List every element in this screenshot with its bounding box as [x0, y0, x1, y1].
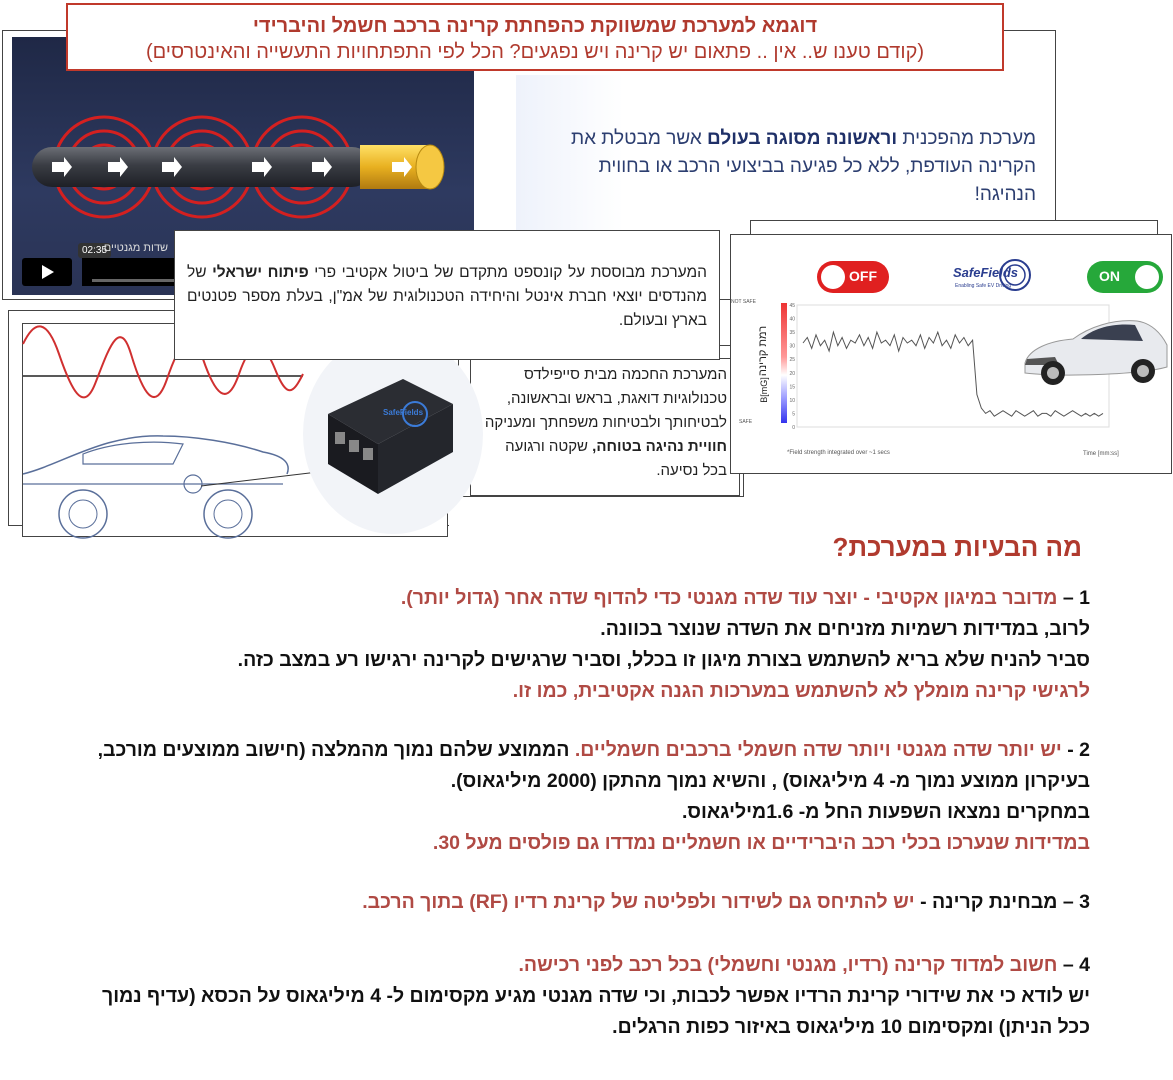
issue-4 — [70, 950, 1090, 1043]
slide-safety-text: המערכת החכמה מבית סייפילדס טכנולוגיות דואגת, בראש ובראשונה, לבטיחותך ולבטיחות משפחתך ומעניקה חוויית נהיגה בטוחה, שקטה ורגועה בכל נסיעה. — [484, 366, 727, 479]
chart-footnote: *Field strength integrated over ~1 secs — [787, 450, 890, 456]
issue-4-title: 4 – חשוב למדוד קרינה (רדיו, מגנטי וחשמלי) בכל רכב לפני רכישה. — [518, 954, 1090, 976]
issue-3-title: 3 – מבחינת קרינה - יש להתיחס גם לשידור ולפליטה של קרינת רדיו (RF) בתוך הרכב. — [362, 891, 1090, 913]
banner-title: דוגמא למערכת שמשווקת כהפחתת קרינה ברכב חשמל והיברידי — [252, 15, 818, 37]
slide-intro-text: מערכת מהפכנית וראשונה מסוגה בעולם אשר מבטלת את הקרינה העודפת, ללא כל פגיעה בביצועי הרכב או בחווית הנהיגה! — [570, 128, 1036, 205]
brand-name: SafeFields — [953, 265, 1019, 280]
y-tick-label: 0 — [792, 425, 795, 431]
play-button[interactable] — [22, 258, 72, 286]
off-label: OFF — [849, 268, 877, 284]
issue-1-line4: לרגישי קרינה מומלץ לא להשתמש במערכות הגנה אקטיבית, כמו זו. — [512, 680, 1090, 702]
car-photo — [1019, 305, 1169, 395]
issue-1-line2: לרוב, במדידות רשמיות מזניחים את השדה שנוצר בכוונה. — [600, 618, 1090, 640]
slide-safety — [470, 358, 740, 496]
issue-2-line3: במחקרים נמצאו השפעות החל מ- 1.6מיליגאוס. — [681, 801, 1090, 823]
video-caption: שדות מגנטיים. — [100, 242, 168, 254]
issue-2-line4: במדידות שנערכו בכלי רכב היברידיים או חשמליים נמדדו גם פולסים מעל 30. — [432, 832, 1090, 854]
issue-2-title: 2 - יש יותר שדה מגנטי ויותר שדה חשמלי ברכבים חשמליים. הממוצע שלהם נמוך מהמלצה (חישוב ממוצעים מורכב, בעיקרון ממוצע נמוך מ- 4 מיליגאוס) , והשיא נמוך מהתקן (2000 מיליגאוס). — [97, 739, 1090, 792]
y-tick-label: 20 — [789, 370, 795, 377]
issue-1-line3: סביר להניח שלא בריא להשתמש בצורת מיגון זו בכלל, וסביר שרגישים לקרינה ירגישו רע במצב כזה. — [237, 649, 1090, 671]
video-timestamp: 02:35 — [78, 243, 111, 258]
y-tick-label: 40 — [789, 316, 795, 323]
issue-4-line2: יש לודא כי את שידורי קרינת הרדיו אפשר לכבות, וכי שדה מגנטי מגיע מקסימום ל- 4 מיליגאוס על הכסא (עדיף נמוך ככל הניתן) ומקסימום 10 מיליגאוס באיזור כפות הרגלים. — [101, 985, 1090, 1038]
play-icon — [22, 258, 72, 286]
issue-3 — [70, 887, 1090, 918]
issues-heading: מה הבעיות במערכת? — [832, 532, 1082, 562]
y-axis-label: רמת קרינה — [757, 325, 769, 377]
safe-label: SAFE — [739, 419, 753, 425]
slide-intro-text-panel — [516, 75, 1054, 235]
x-axis-label: Time [mm:ss] — [1083, 451, 1119, 457]
issue-2 — [70, 735, 1090, 859]
title-banner — [66, 3, 1004, 71]
issue-1-title: 1 – מדובר במיגון אקטיבי - יוצר עוד שדה מגנטי כדי להדוף שדה אחר (גדול יותר). — [400, 587, 1090, 609]
y-tick-label: 15 — [789, 384, 795, 391]
y-tick-label: 25 — [789, 357, 795, 364]
device-brand-label: SafeFields — [383, 408, 424, 417]
on-label: ON — [1099, 268, 1120, 284]
not-safe-label: NOT SAFE — [731, 299, 756, 305]
y-unit-label: B[mG] — [759, 377, 769, 403]
y-tick-label: 35 — [789, 330, 795, 337]
slide-concept — [174, 230, 720, 360]
slide-chart — [730, 234, 1172, 474]
brand-tagline: Enabling Safe EV Driving — [955, 283, 1012, 289]
y-tick-label: 30 — [789, 343, 795, 350]
banner-subtitle: (קודם טענו ש.. אין .. פתאום יש קרינה ויש נפגעים? הכל לפי התפתחויות התעשייה והאינטרסים) — [145, 41, 925, 63]
slide-concept-text: המערכת מבוססת על קונספט מתקדם של ביטול אקטיבי פרי פיתוח ישראלי של מהנדסים יוצאי חברת אינטל והיחידה הטכנולוגית של אמ"ן, בעלת מספר פטנטים בארץ ובעולם. — [187, 264, 708, 329]
y-tick-label: 5 — [792, 411, 795, 418]
y-tick-label: 45 — [789, 303, 795, 309]
y-tick-label: 10 — [789, 397, 795, 404]
issue-1 — [70, 583, 1090, 707]
